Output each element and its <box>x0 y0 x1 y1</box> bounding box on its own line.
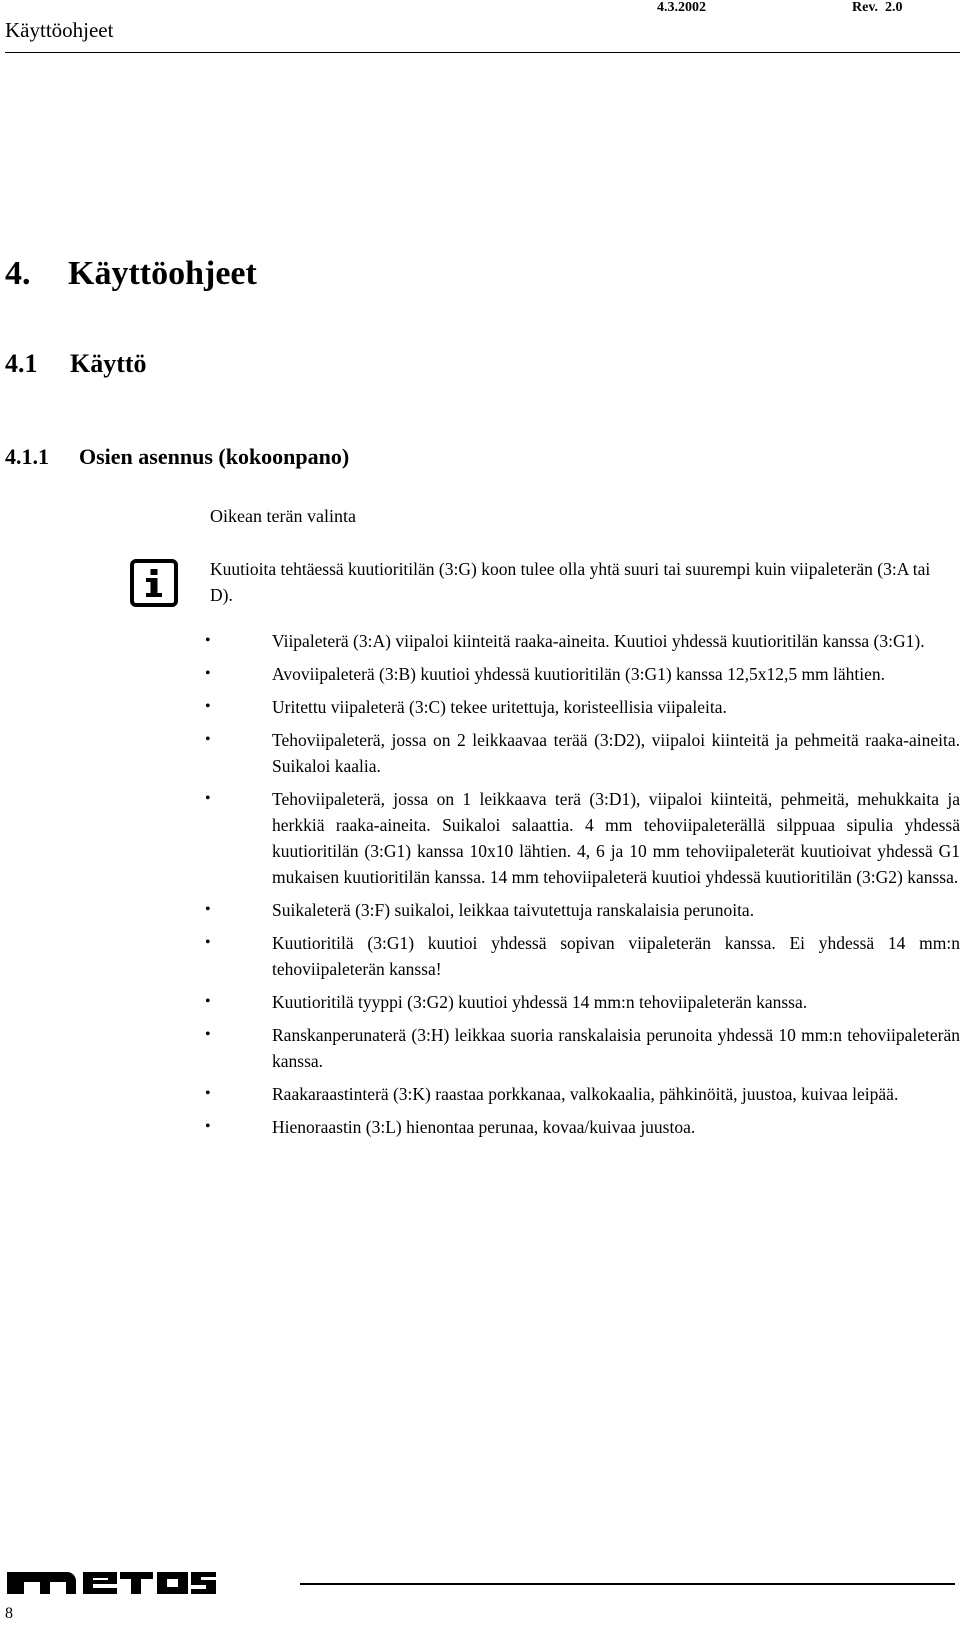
list-item <box>205 628 960 654</box>
section-title: Käyttö <box>70 349 147 378</box>
header-date: 4.3.2002 <box>657 0 706 15</box>
bullet-mark: • <box>205 1118 211 1135</box>
header-divider <box>5 52 960 53</box>
chapter-title: Käyttöohjeet <box>68 255 257 292</box>
bullet-mark: • <box>205 901 211 918</box>
list-item <box>205 1022 960 1074</box>
chapter-number: 4. <box>5 255 31 292</box>
bullet-mark: • <box>205 1085 211 1102</box>
bullet-mark: • <box>205 731 211 748</box>
list-item-text: Avoviipaleterä (3:B) kuutioi yhdessä kuutioritilän (3:G1) kanssa 12,5x12,5 mm lähtien. <box>272 664 886 684</box>
bullet-mark: • <box>205 1026 211 1043</box>
bullet-mark: • <box>205 790 211 807</box>
bullet-mark: • <box>205 993 211 1010</box>
bullet-list <box>205 628 960 1147</box>
list-item <box>205 897 960 923</box>
list-item-text: Suikaleterä (3:F) suikaloi, leikkaa taivutettuja ranskalaisia perunoita. <box>272 900 755 920</box>
bullet-mark: • <box>205 632 211 649</box>
header-revision: Rev. 2.0 <box>852 0 903 15</box>
footer-divider <box>300 1583 955 1585</box>
list-item-text: Raakaraastinterä (3:K) raastaa porkkanaa, valkokaalia, pähkinöitä, juustoa, kuivaa leipää. <box>272 1084 899 1104</box>
page-header <box>0 0 960 56</box>
subsection-heading <box>5 444 349 470</box>
list-item-text: Viipaleterä (3:A) viipaloi kiinteitä raaka-aineita. Kuutioi yhdessä kuutioritilän kanssa (3:G1). <box>272 631 925 651</box>
subtitle: Oikean terän valinta <box>210 506 356 526</box>
bullet-mark: • <box>205 934 211 951</box>
list-item-text: Tehoviipaleterä, jossa on 2 leikkaavaa terää (3:D2), viipaloi kiinteitä ja pehmeitä raaka-aineita. Suikaloi kaalia. <box>272 730 960 776</box>
list-item <box>205 786 960 890</box>
subsection-number: 4.1.1 <box>5 444 49 469</box>
bullet-mark: • <box>205 698 211 715</box>
chapter-heading <box>5 255 257 293</box>
page-number: 8 <box>5 1605 13 1622</box>
list-item <box>205 1081 960 1107</box>
info-icon <box>130 559 178 607</box>
list-item <box>205 989 960 1015</box>
bullet-mark: • <box>205 665 211 682</box>
list-item-text: Kuutioritilä tyyppi (3:G2) kuutioi yhdessä 14 mm:n tehoviipaleterän kanssa. <box>272 992 808 1012</box>
list-item-text: Hienoraastin (3:L) hienontaa perunaa, kovaa/kuivaa juustoa. <box>272 1117 696 1137</box>
list-item-text: Kuutioritilä (3:G1) kuutioi yhdessä sopivan viipaleterän kanssa. Ei yhdessä 14 mm:n tehoviipaleterän kanssa! <box>272 933 960 979</box>
list-item <box>205 661 960 687</box>
list-item <box>205 1114 960 1140</box>
header-title: Käyttöohjeet <box>5 18 114 42</box>
list-item <box>205 930 960 982</box>
section-heading <box>5 349 147 379</box>
list-item-text: Ranskanperunaterä (3:H) leikkaa suoria ranskalaisia perunoita yhdessä 10 mm:n tehoviipaleterän kanssa. <box>272 1025 960 1071</box>
list-item <box>205 727 960 779</box>
metos-logo <box>5 1566 218 1596</box>
subsection-title: Osien asennus (kokoonpano) <box>79 444 350 469</box>
list-item-text: Uritettu viipaleterä (3:C) tekee uritettuja, koristeellisia viipaleita. <box>272 697 727 717</box>
list-item <box>205 694 960 720</box>
section-number: 4.1 <box>5 349 38 378</box>
list-item-text: Tehoviipaleterä, jossa on 1 leikkaava terä (3:D1), viipaloi kiinteitä, pehmeitä, mehukkaita ja herkkiä raaka-aineita. Suikaloi salaattia. 4 mm tehoviipaleterällä silppuaa sipulia yhdessä kuutioritilän (3:G1) kanssa 10x10 lähtien. 4, 6 ja 10 mm tehoviipaleterät kuutioivat yhdessä G1 mukaisen kuutioritilän kanssa. 14 mm tehoviipaleterä kuutioi yhdessä kuutioritilän (3:G2) kanssa. <box>272 789 960 887</box>
info-note-text: Kuutioita tehtäessä kuutioritilän (3:G) koon tulee olla yhtä suuri tai suurempi kuin viipaleterän (3:A tai D). <box>210 559 931 605</box>
